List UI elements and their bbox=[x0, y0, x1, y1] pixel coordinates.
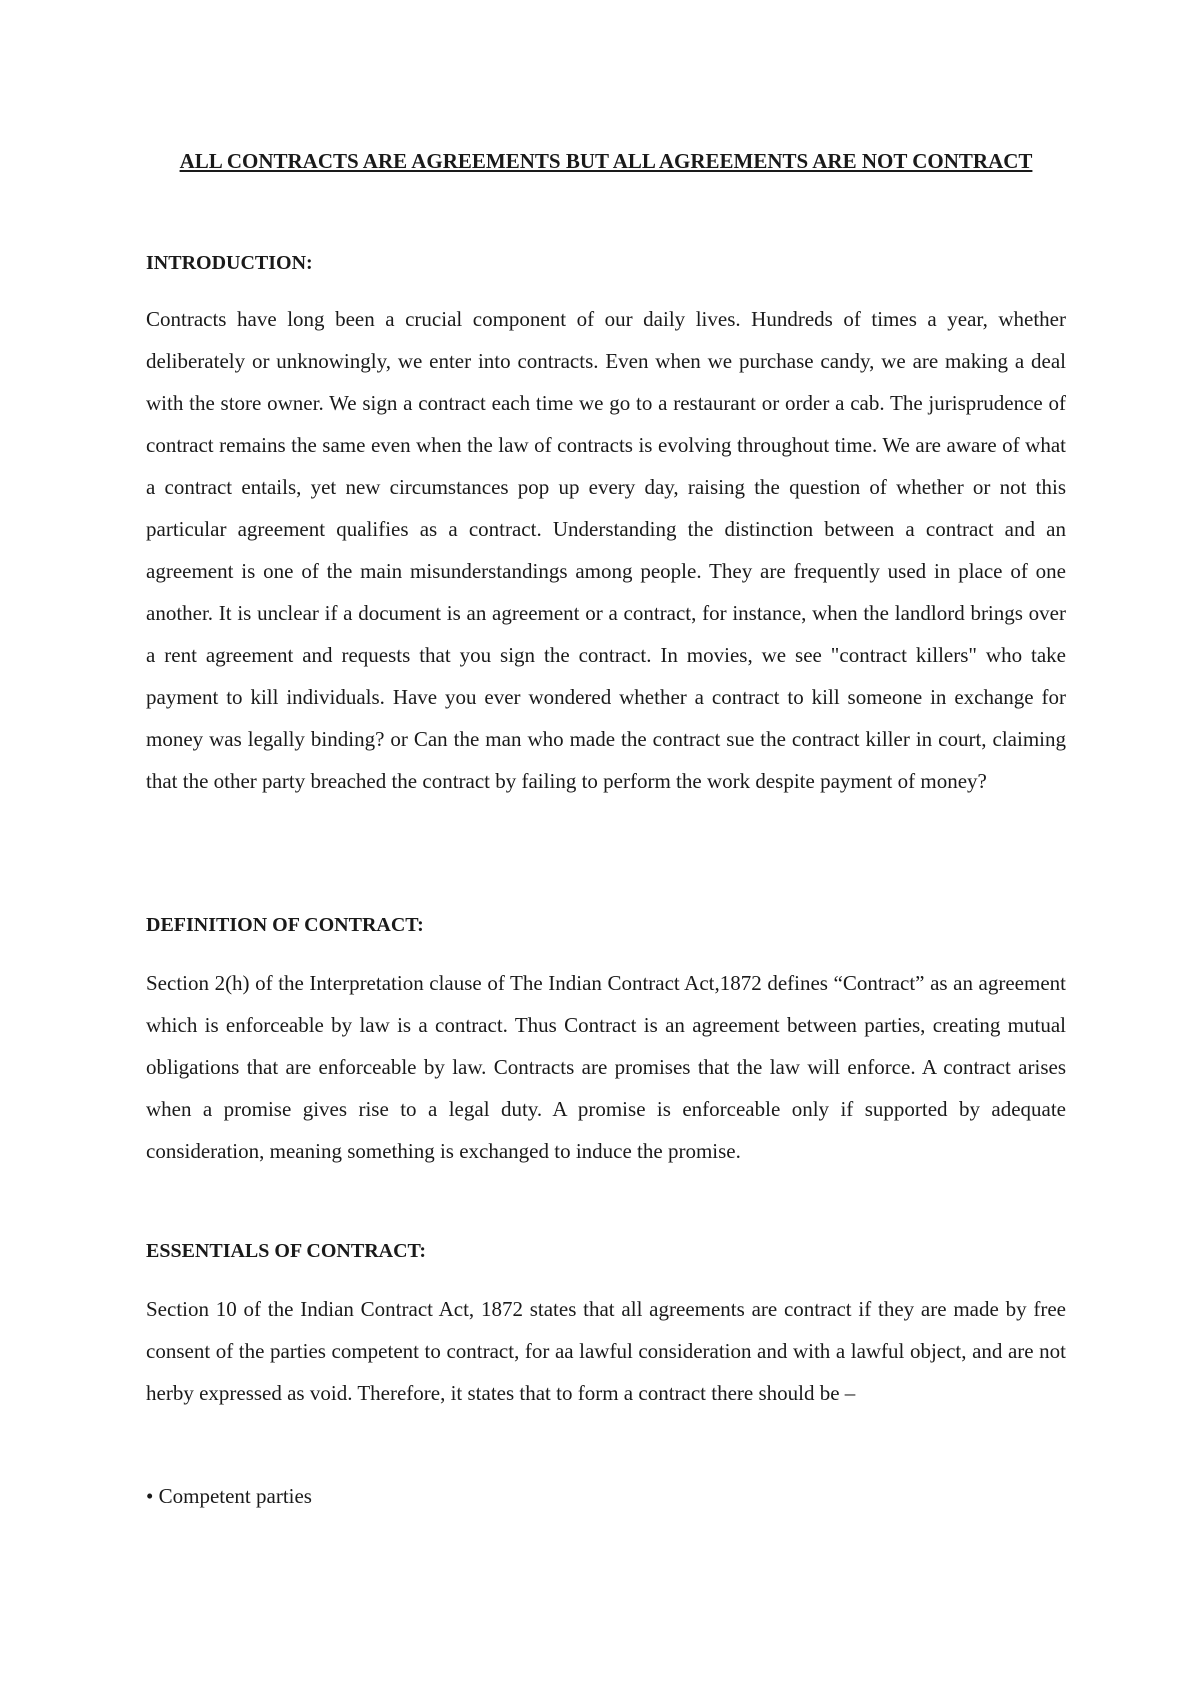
section-heading-definition: DEFINITION OF CONTRACT: bbox=[146, 914, 424, 936]
section-body-essentials: Section 10 of the Indian Contract Act, 1872 states that all agreements are contract if they are made by free consent of the parties competent to contract, for aa lawful consideration and with a lawful object, and are not herby expressed as void. Therefore, it states that to form a contract there should be – bbox=[146, 1297, 1066, 1405]
section-heading-introduction: INTRODUCTION: bbox=[146, 252, 313, 274]
section-body-definition: Section 2(h) of the Interpretation clause of The Indian Contract Act,1872 defines “Contract” as an agreement which is enforceable by law is a contract. Thus Contract is an agreement between parties, creating mutual obligations that are enforceable by law. Contracts are promises that the law will enforce. A contract arises when a promise gives rise to a legal duty. A promise is enforceable only if supported by adequate consideration, meaning something is exchanged to induce the promise. bbox=[146, 971, 1066, 1163]
bullet-item: • Competent parties bbox=[146, 1484, 312, 1508]
section-body-introduction: Contracts have long been a crucial component of our daily lives. Hundreds of times a year, whether deliberately or unknowingly, we enter into contracts. Even when we purchase candy, we are making a deal with the store owner. We sign a contract each time we go to a restaurant or order a cab. The jurisprudence of contract remains the same even when the law of contracts is evolving throughout time. We are aware of what a contract entails, yet new circumstances pop up every day, raising the question of whether or not this particular agreement qualifies as a contract. Understanding the distinction between a contract and an agreement is one of the main misunderstandings among people. They are frequently used in place of one another. It is unclear if a document is an agreement or a contract, for instance, when the landlord brings over a rent agreement and requests that you sign the contract. In movies, we see "contract killers" who take payment to kill individuals. Have you ever wondered whether a contract to kill someone in exchange for money was legally binding? or Can the man who made the contract sue the contract killer in court, claiming that the other party breached the contract by failing to perform the work despite payment of money? bbox=[146, 307, 1066, 793]
document-title: ALL CONTRACTS ARE AGREEMENTS BUT ALL AGREEMENTS ARE NOT CONTRACT bbox=[179, 149, 1033, 173]
section-heading-essentials: ESSENTIALS OF CONTRACT: bbox=[146, 1240, 427, 1262]
